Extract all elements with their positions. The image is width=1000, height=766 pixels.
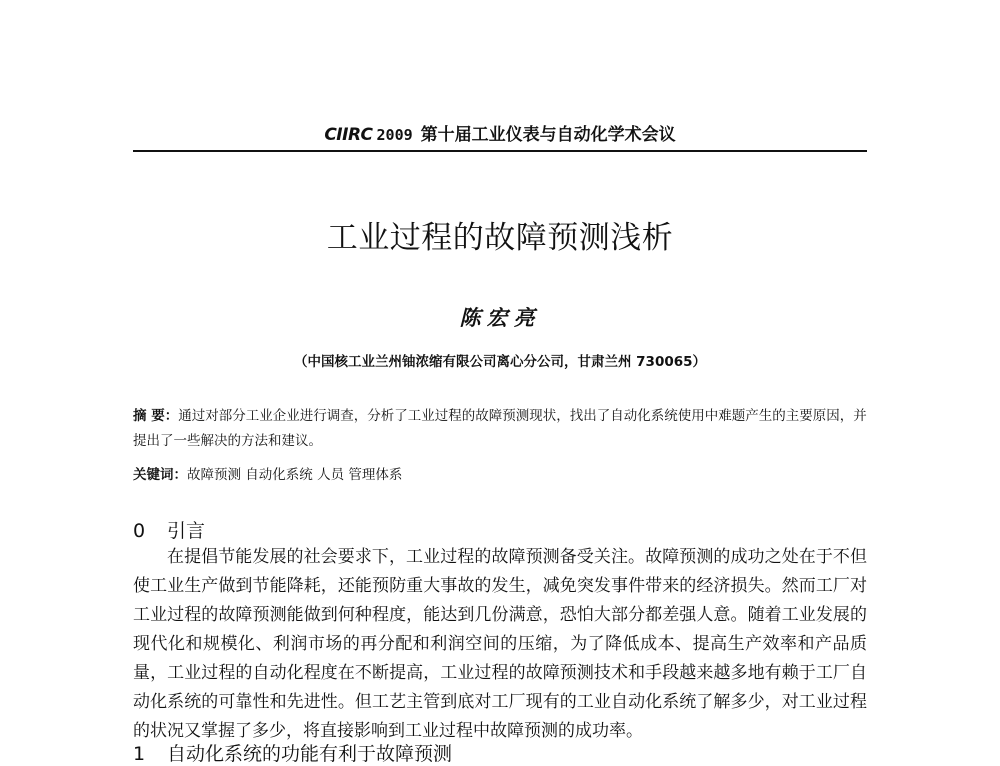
paragraph: 在提倡节能发展的社会要求下，工业过程的故障预测备受关注。故障预测的成功之处在于不但使工业生产做到节能降耗，还能预防重大事故的发生，减免突发事件带来的经济损失。然而工厂对工业过程的故障预测能做到何种程度，能达到几份满意，恐怕大部分都差强人意。随着工业发展的现代化和规模化、利润市场的再分配和利润空间的压缩，为了降低成本、提高生产效率和产品质量，工业过程的自动化程度在不断提高，工业过程的故障预测技术和手段越来越多地有赖于工厂自动化系统的可靠性和先进性。但工艺主管到底对工厂现有的工业自动化系统了解多少，对工业过程的状况又掌握了多少，将直接影响到工业过程中故障预测的成功率。 bbox=[133, 547, 867, 741]
conference-year: 2009 bbox=[376, 126, 413, 144]
section-title: 引言 bbox=[167, 520, 206, 542]
section-body-0 bbox=[133, 543, 867, 746]
keywords-text: 故障预测 自动化系统 人员 管理体系 bbox=[187, 467, 403, 483]
conference-logo: CIIRC bbox=[324, 125, 373, 145]
paper-author: 陈宏亮 bbox=[459, 305, 541, 330]
header-rule bbox=[133, 150, 867, 152]
running-header bbox=[133, 121, 867, 149]
abstract bbox=[133, 404, 867, 454]
section-heading-0 bbox=[133, 516, 205, 543]
section-number: 0 bbox=[133, 520, 146, 542]
keywords-label: 关键词： bbox=[133, 467, 187, 483]
paper-title: 工业过程的故障预测浅析 bbox=[326, 220, 674, 256]
abstract-label: 摘 要： bbox=[133, 408, 179, 424]
conference-name: 第十届工业仪表与自动化学术会议 bbox=[420, 125, 676, 145]
author-affiliation: （中国核工业兰州铀浓缩有限公司离心分公司，甘肃兰州 730065） bbox=[293, 354, 707, 370]
section-number: 1 bbox=[133, 743, 146, 765]
section-heading-1 bbox=[133, 739, 452, 766]
section-title: 自动化系统的功能有利于故障预测 bbox=[167, 743, 453, 765]
keywords bbox=[133, 463, 867, 488]
abstract-text: 通过对部分工业企业进行调查，分析了工业过程的故障预测现状，找出了自动化系统使用中难题产生的主要原因，并提出了一些解决的方法和建议。 bbox=[133, 408, 867, 449]
